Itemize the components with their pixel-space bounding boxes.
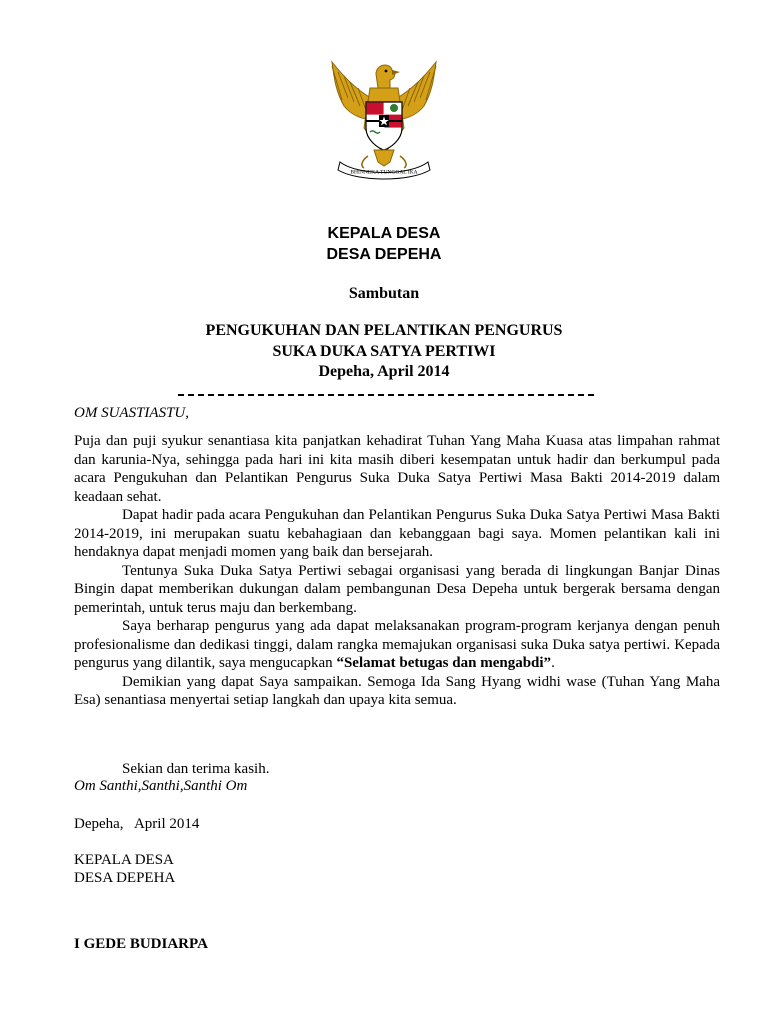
paragraph-2: Dapat hadir pada acara Pengukuhan dan Pelantikan Pengurus Suka Duka Satya Pertiwi Masa Bakti 2014-2019, ini merupakan suatu kebahagiaan dan kebanggaan bagi saya. Momen pelantikan kali ini hendaknya dapat menjadi momen yang baik dan bersejarah. [74,507,720,560]
event-title-line2: SUKA DUKA SATYA PERTIWI [272,343,496,360]
paragraph-4-text: Saya berharap pengurus yang ada dapat melaksanakan program-program kerjanya dengan penuh profesionalisme dan dedikasi tinggi, dalam rangka memajukan organisasi suka Duka satya pertiwi. Kepada pengurus yang dilantik, saya mengucapkan [74,618,720,671]
event-date-line: Depeha, April 2014 [318,363,450,380]
signatory-name: I GEDE BUDIARPA [74,936,208,952]
paragraph-5: Demikian yang dapat Saya sampaikan. Semoga Ida Sang Hyang widhi wase (Tuhan Yang Maha Esa) senantiasa menyertai setiap langkah dan upaya kita semua. [74,673,720,708]
closing-place-date: Depeha, April 2014 [74,816,200,832]
closing-thanks: Sekian dan terima kasih. [122,761,270,777]
paragraph-3: Tentunya Suka Duka Satya Pertiwi sebagai organisasi yang berada di lingkungan Banjar Dinas Bingin dapat memberikan dukungan dalam pembangunan Desa Depeha untuk bergerak bersama dengan pemerintah, untuk terus maju dan berkembang. [74,562,720,616]
paragraph-4-end: . [551,655,555,671]
closing-om: Om Santhi,Santhi,Santhi Om [74,778,248,794]
speech-body [74,432,720,710]
closing-title-1: KEPALA DESA [74,852,174,868]
header-title-line1: KEPALA DESA [327,225,441,242]
paragraph-1: Puja dan puji syukur senantiasa kita panjatkan kehadirat Tuhan Yang Maha Kuasa atas limpahan rahmat dan karunia-Nya, sehingga pada hari ini kita masih diberi kesempatan untuk hadir dan berkumpul pada acara Pengukuhan dan Pelantikan Pengurus Suka Duka Satya Pertiwi Masa Bakti 2014-2019 dalam keadaan sehat. [74,433,720,505]
paragraph-4-emphasis: “Selamat betugas dan mengabdi” [336,655,552,671]
event-title-line1: PENGUKUHAN DAN PELANTIKAN PENGURUS [205,322,563,339]
closing-title-2: DESA DEPEHA [74,870,176,886]
garuda-pancasila-emblem [318,58,450,182]
emblem-motto: BHINNEKA TUNGGAL IKA [350,169,418,176]
dashed-divider [178,394,594,396]
salutation: OM SUASTIASTU, [74,405,189,421]
subtitle-sambutan: Sambutan [348,285,420,302]
paragraph-4 [74,617,720,673]
header-title-line2: DESA DEPEHA [326,246,442,263]
